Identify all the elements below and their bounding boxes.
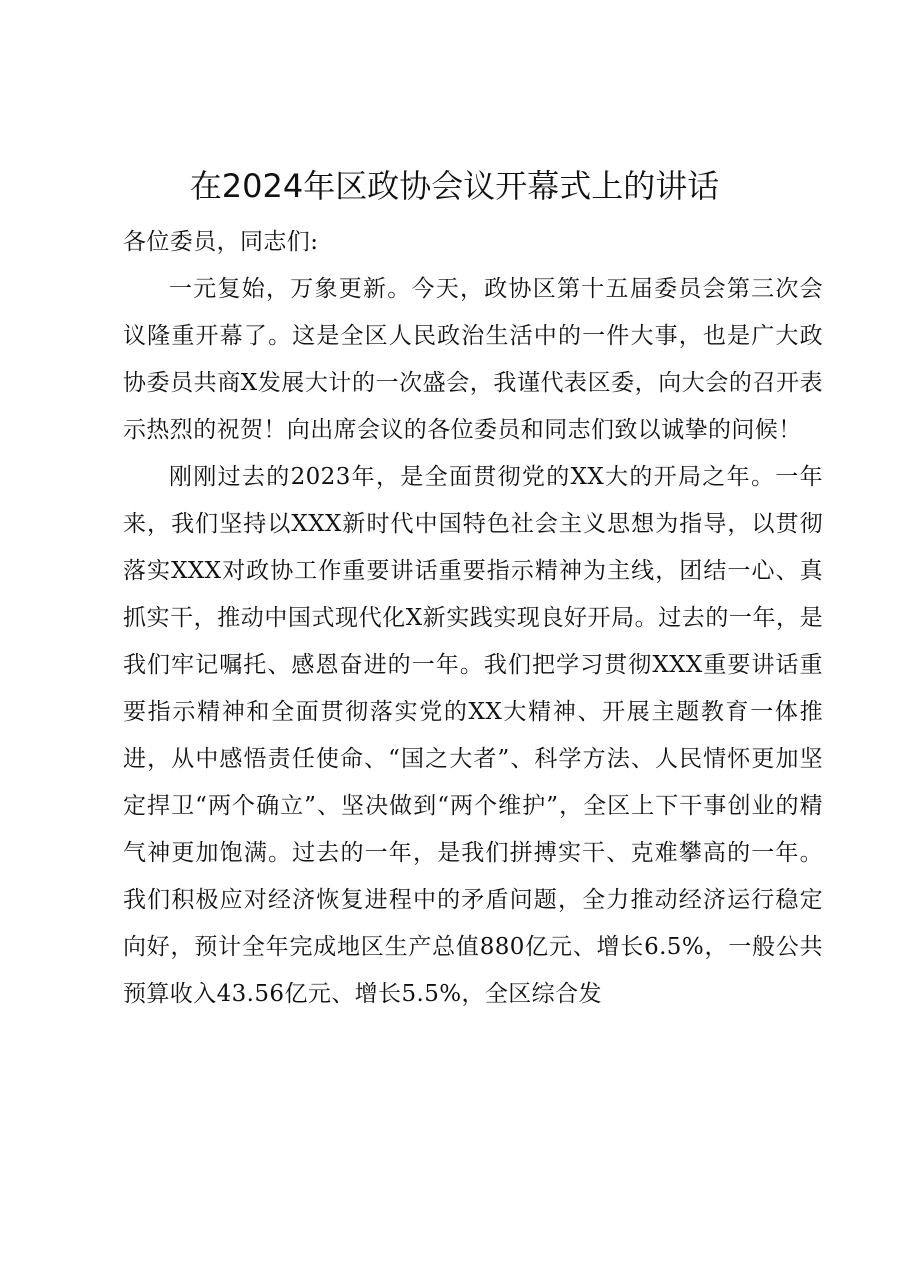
- document-title: 在2024年区政协会议开幕式上的讲话: [189, 167, 720, 205]
- salutation: 各位委员，同志们:: [123, 229, 319, 255]
- document-body: [123, 219, 823, 1018]
- paragraph-opening: 一元复始，万象更新。今天，政协区第十五届委员会第三次会议隆重开幕了。这是全区人民政治生活中的一件大事，也是广大政协委员共商X发展大计的一次盛会，我谨代表区委，向大会的召开表示热烈的祝贺！向出席会议的各位委员和同志们致以诚挚的问候！: [123, 276, 823, 443]
- paragraph-review: 刚刚过去的2023年，是全面贯彻党的XX大的开局之年。一年来，我们坚持以XXX新时代中国特色社会主义思想为指导，以贯彻落实XXX对政协工作重要讲话重要指示精神为主线，团结一心、真抓实干，推动中国式现代化X新实践实现良好开局。过去的一年，是我们牢记嘱托、感恩奋进的一年。我们把学习贯彻XXX重要讲话重要指示精神和全面贯彻落实党的XX大精神、开展主题教育一体推进，从中感悟责任使命、“国之大者”、科学方法、人民情怀更加坚定捍卫“两个确立”、坚决做到“两个维护”，全区上下干事创业的精气神更加饱满。过去的一年，是我们拼搏实干、克难攀高的一年。我们积极应对经济恢复进程中的矛盾问题，全力推动经济运行稳定向好，预计全年完成地区生产总值880亿元、增长6.5%，一般公共预算收入43.56亿元、增长5.5%，全区综合发: [123, 464, 823, 1007]
